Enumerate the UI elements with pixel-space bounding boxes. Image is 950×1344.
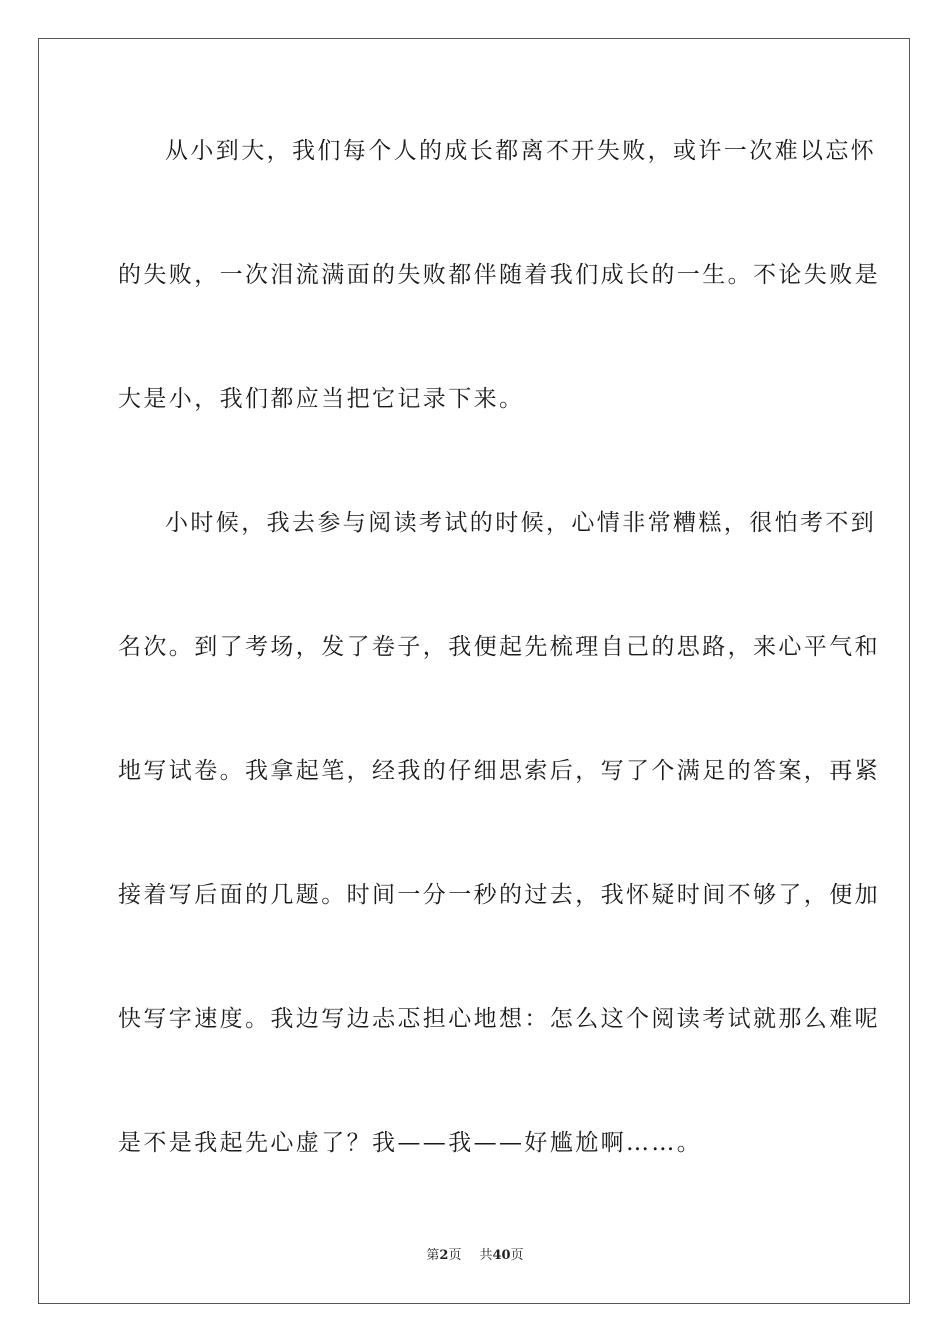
paragraph-2-line-6: 是不是我起先心虚了？我——我——好尴尬啊……。 xyxy=(118,1130,703,1156)
paragraph-1-line-1: 从小到大，我们每个人的成长都离不开失败，或许一次难以忘怀 xyxy=(165,138,877,164)
paragraph-2-line-2: 名次。到了考场，发了卷子，我便起先梳理自己的思路，来心平气和 xyxy=(118,634,880,660)
page-footer xyxy=(0,1247,950,1265)
footer-page-number: 2 xyxy=(439,1248,449,1263)
paragraph-2-line-5: 快写字速度。我边写边忐忑担心地想：怎么这个阅读考试就那么难呢 xyxy=(118,1006,880,1032)
footer-total-suffix: 页 xyxy=(510,1248,524,1263)
footer-total-prefix: 共 xyxy=(479,1248,493,1263)
paragraph-2-line-4: 接着写后面的几题。时间一分一秒的过去，我怀疑时间不够了，便加 xyxy=(118,882,880,908)
paragraph-1-line-3: 大是小，我们都应当把它记录下来。 xyxy=(118,386,525,412)
footer-page-prefix: 第 xyxy=(426,1248,440,1263)
footer-total-pages: 40 xyxy=(492,1248,511,1263)
paragraph-2-line-1: 小时候，我去参与阅读考试的时候，心情非常糟糕，很怕考不到 xyxy=(165,510,877,536)
footer-page-suffix: 页 xyxy=(448,1248,462,1263)
page-border xyxy=(38,38,910,1304)
paragraph-1-line-2: 的失败，一次泪流满面的失败都伴随着我们成长的一生。不论失败是 xyxy=(118,262,880,288)
paragraph-2-line-3: 地写试卷。我拿起笔，经我的仔细思索后，写了个满足的答案，再紧 xyxy=(118,758,880,784)
